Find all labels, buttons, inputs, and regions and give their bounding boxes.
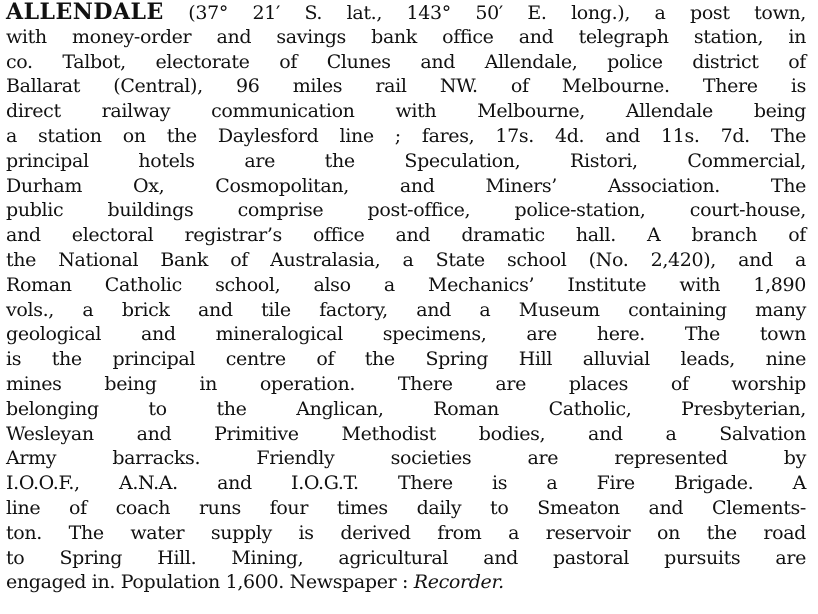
entry-headword: ALLENDALE bbox=[6, 0, 164, 25]
entry-line-12: Roman Catholic school, also a Mechanics’ Institute with 1,890 bbox=[6, 273, 806, 296]
entry-line-10: and electoral registrar’s office and dramatic hall. A branch of bbox=[6, 224, 806, 247]
entry-line-1 bbox=[6, 0, 806, 25]
newspaper-name: Recorder. bbox=[413, 571, 504, 594]
entry-line-13: vols., a brick and tile factory, and a Museum containing many bbox=[6, 298, 806, 321]
entry-line-19: Army barracks. Friendly societies are represented by bbox=[6, 447, 806, 470]
entry-line-18: Wesleyan and Primitive Methodist bodies, and a Salvation bbox=[6, 422, 806, 445]
entry-line-8: Durham Ox, Cosmopolitan, and Miners’ Association. The bbox=[6, 174, 806, 197]
entry-line-21: line of coach runs four times daily to Smeaton and Clements- bbox=[6, 496, 806, 519]
entry-line-17: belonging to the Anglican, Roman Catholic, Presbyterian, bbox=[6, 397, 806, 420]
entry-line-6: a station on the Daylesford line ; fares, 17s. 4d. and 11s. 7d. The bbox=[6, 124, 806, 147]
entry-line-23: to Spring Hill. Mining, agricultural and pastoral pursuits are bbox=[6, 546, 806, 569]
entry-coordinates: (37° 21′ S. lat., 143° 50′ E. long.), a post town, bbox=[163, 2, 806, 24]
entry-line-24 bbox=[6, 570, 806, 595]
entry-line-15: is the principal centre of the Spring Hill alluvial leads, nine bbox=[6, 348, 806, 371]
entry-line-11: the National Bank of Australasia, a State school (No. 2,420), and a bbox=[6, 248, 806, 271]
gazetteer-entry bbox=[6, 0, 806, 595]
entry-line-5: direct railway communication with Melbourne, Allendale being bbox=[6, 100, 806, 123]
entry-line-16: mines being in operation. There are places of worship bbox=[6, 372, 806, 395]
entry-line-7: principal hotels are the Speculation, Ristori, Commercial, bbox=[6, 149, 806, 172]
entry-line-9: public buildings comprise post-office, police-station, court-house, bbox=[6, 199, 806, 222]
entry-line-22: ton. The water supply is derived from a reservoir on the road bbox=[6, 521, 806, 544]
entry-line-20: I.O.O.F., A.N.A. and I.O.G.T. There is a Fire Brigade. A bbox=[6, 472, 806, 495]
entry-line-14: geological and mineralogical specimens, are here. The town bbox=[6, 323, 806, 346]
entry-line-4: Ballarat (Central), 96 miles rail NW. of Melbourne. There is bbox=[6, 75, 806, 98]
entry-line-2: with money-order and savings bank office and telegraph station, in bbox=[6, 25, 806, 48]
entry-last-line-text: engaged in. Population 1,600. Newspaper : bbox=[6, 571, 414, 594]
entry-line-3: co. Talbot, electorate of Clunes and Allendale, police district of bbox=[6, 50, 806, 73]
